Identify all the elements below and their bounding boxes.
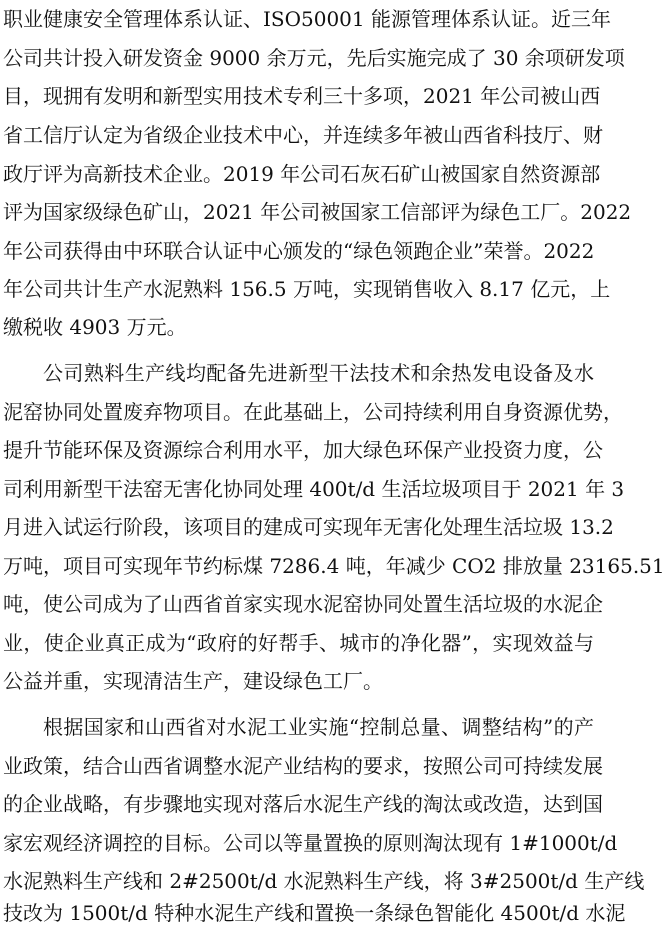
text-line: 职业健康安全管理体系认证、ISO50001 能源管理体系认证。近三年	[3, 7, 611, 31]
text-line: 目，现拥有发明和新型实用技术专利三十多项，2021 年公司被山西	[3, 84, 601, 108]
paragraph-end-line: 缴税收 4903 万元。	[3, 315, 187, 339]
text-line: 司利用新型干法窑无害化协同处理 400t/d 生活垃圾项目于 2021 年 3	[3, 477, 625, 501]
text-line: 评为国家级绿色矿山，2021 年公司被国家工信部评为绿色工厂。2022	[3, 200, 632, 224]
text-line: 业政策，结合山西省调整水泥产业结构的要求，按照公司可持续发展	[3, 754, 603, 778]
paragraph-end-line: 公益并重，实现清洁生产，建设绿色工厂。	[3, 669, 383, 693]
text-line: 的企业战略，有步骤地实现对落后水泥生产线的淘汰或改造，达到国	[3, 792, 603, 816]
text-line: 提升节能环保及资源综合利用水平，加大绿色环保产业投资力度，公	[3, 438, 603, 462]
text-line: 月进入试运行阶段，该项目的建成可实现年无害化处理生活垃圾 13.2	[3, 515, 614, 539]
text-line: 政厅评为高新技术企业。2019 年公司石灰石矿山被国家自然资源部	[3, 162, 601, 186]
text-line: 业，使企业真正成为“政府的好帮手、城市的净化器”，实现效益与	[3, 631, 594, 655]
text-line: 年公司共计生产水泥熟料 156.5 万吨，实现销售收入 8.17 亿元，上	[3, 277, 611, 301]
paragraph-first-line: 根据国家和山西省对水泥工业实施“控制总量、调整结构”的产	[43, 715, 594, 739]
text-line: 吨，使公司成为了山西省首家实现水泥窑协同处置生活垃圾的水泥企	[3, 592, 603, 616]
text-line: 万吨，项目可实现年节约标煤 7286.4 吨，年减少 CO2 排放量 23165.51	[3, 554, 665, 578]
text-line: 水泥熟料生产线和 2#2500t/d 水泥熟料生产线，将 3#2500t/d 生产线	[3, 869, 645, 893]
paragraph-first-line: 公司熟料生产线均配备先进新型干法技术和余热发电设备及水	[43, 361, 594, 385]
text-line: 泥窑协同处置废弃物项目。在此基础上，公司持续利用自身资源优势，	[3, 400, 623, 424]
text-line: 年公司获得由中环联合认证中心颁发的“绿色领跑企业”荣誉。2022	[3, 239, 595, 263]
text-line: 省工信厅认定为省级企业技术中心，并连续多年被山西省科技厅、财	[3, 123, 603, 147]
text-line: 技改为 1500t/d 特种水泥生产线和置换一条绿色智能化 4500t/d 水泥	[3, 901, 626, 925]
text-line: 公司共计投入研发资金 9000 余万元，先后实施完成了 30 余项研发项	[3, 46, 625, 70]
text-line: 家宏观经济调控的目标。公司以等量置换的原则淘汰现有 1#1000t/d	[3, 831, 618, 855]
